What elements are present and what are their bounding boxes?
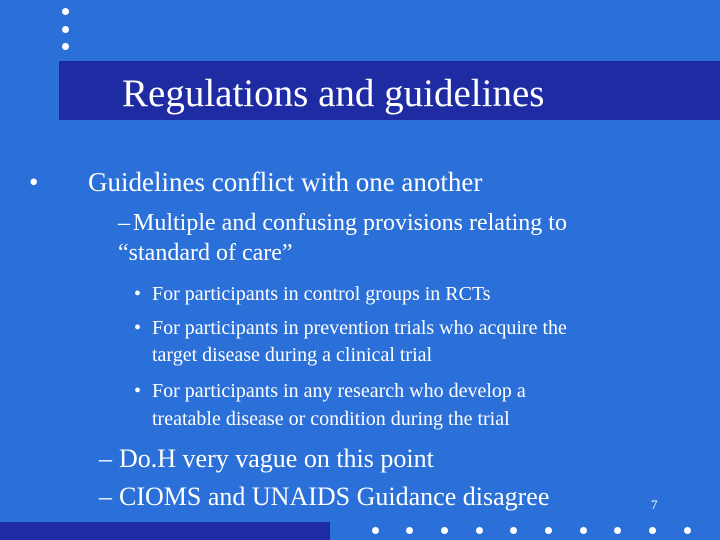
- slide-title: Regulations and guidelines: [122, 72, 545, 115]
- decorative-dot: [684, 527, 691, 534]
- decorative-dot: [62, 26, 69, 33]
- decorative-dot: [62, 8, 69, 15]
- decorative-dot: [372, 527, 379, 534]
- bullet-text: Guidelines conflict with one another: [88, 167, 483, 197]
- bottom-band: [0, 522, 330, 540]
- decorative-dot: [614, 527, 621, 534]
- nested-bullet-marker: •: [134, 380, 142, 402]
- decorative-dot: [406, 527, 413, 534]
- decorative-dot: [580, 527, 587, 534]
- decorative-dot: [476, 527, 483, 534]
- sub-bullet-marker: –: [118, 210, 130, 236]
- sub-bullet-marker: –: [99, 482, 112, 511]
- nested-bullet-marker: •: [134, 283, 142, 305]
- sub-bullet-text-line1: Multiple and confusing provisions relating to: [133, 210, 567, 236]
- nested-bullet-text: For participants in control groups in RCTs: [152, 283, 491, 305]
- decorative-dot: [62, 43, 69, 50]
- nested-bullet-text-line1: For participants in any research who develop a: [152, 380, 526, 402]
- decorative-dot: [510, 527, 517, 534]
- decorative-dot: [545, 527, 552, 534]
- sub-bullet-marker: –: [99, 444, 112, 473]
- slide-number: 7: [651, 497, 658, 512]
- sub-bullet-text: CIOMS and UNAIDS Guidance disagree: [119, 482, 550, 511]
- nested-bullet-text-line1: For participants in prevention trials who acquire the: [152, 317, 567, 339]
- nested-bullet-marker: •: [134, 317, 142, 339]
- bullet-marker: •: [29, 167, 39, 197]
- nested-bullet-text-line2: treatable disease or condition during the trial: [152, 408, 510, 430]
- sub-bullet-text-line2: “standard of care”: [118, 240, 293, 266]
- sub-bullet-text: Do.H very vague on this point: [119, 444, 434, 473]
- nested-bullet-text-line2: target disease during a clinical trial: [152, 344, 433, 366]
- decorative-dot: [649, 527, 656, 534]
- decorative-dot: [441, 527, 448, 534]
